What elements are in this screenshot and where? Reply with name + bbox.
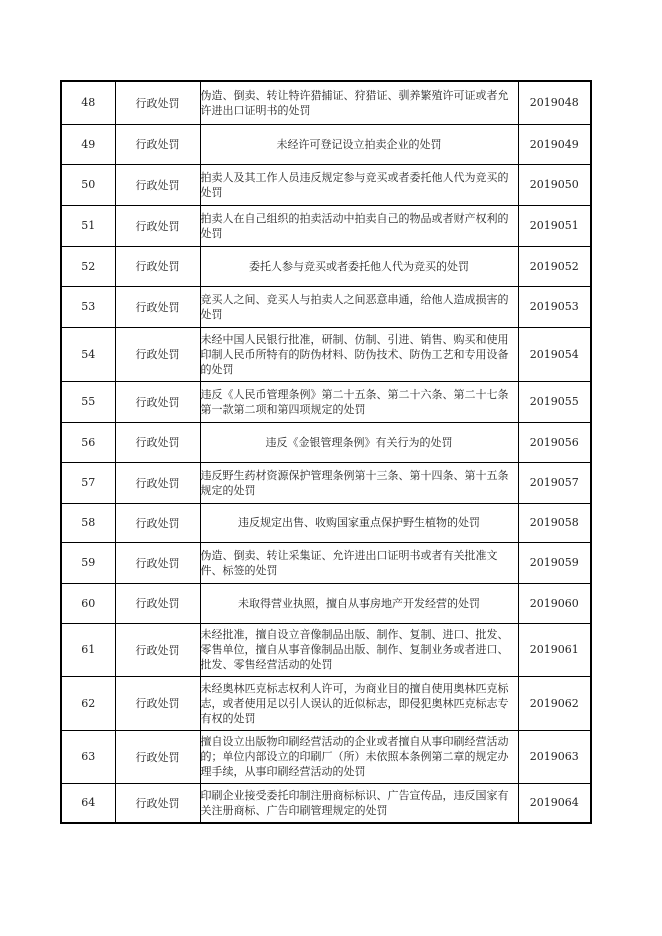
row-description: 未经奥林匹克标志权利人许可，为商业目的擅自使用奥林匹克标志，或者使用足以引人误认的近似标志，即侵犯奥林匹克标志专有权的处罚 bbox=[200, 676, 518, 730]
table-row bbox=[61, 422, 591, 462]
row-type: 行政处罚 bbox=[115, 246, 200, 286]
table-row bbox=[61, 730, 591, 783]
row-code: 2019056 bbox=[518, 422, 591, 462]
row-number: 50 bbox=[61, 164, 115, 205]
row-description: 违反《金银管理条例》有关行为的处罚 bbox=[200, 422, 518, 462]
row-description: 未经许可登记设立拍卖企业的处罚 bbox=[200, 124, 518, 164]
table-row bbox=[61, 327, 591, 381]
row-number: 58 bbox=[61, 503, 115, 542]
row-type: 行政处罚 bbox=[115, 124, 200, 164]
row-code: 2019059 bbox=[518, 542, 591, 583]
row-code: 2019060 bbox=[518, 583, 591, 623]
table-row bbox=[61, 246, 591, 286]
row-code: 2019049 bbox=[518, 124, 591, 164]
row-number: 61 bbox=[61, 623, 115, 676]
row-code: 2019061 bbox=[518, 623, 591, 676]
table-row bbox=[61, 124, 591, 164]
row-number: 59 bbox=[61, 542, 115, 583]
table-row bbox=[61, 286, 591, 327]
row-type: 行政处罚 bbox=[115, 676, 200, 730]
row-code: 2019051 bbox=[518, 205, 591, 246]
row-code: 2019052 bbox=[518, 246, 591, 286]
table-row bbox=[61, 462, 591, 503]
row-description: 委托人参与竞买或者委托他人代为竞买的处罚 bbox=[200, 246, 518, 286]
row-code: 2019063 bbox=[518, 730, 591, 783]
row-type: 行政处罚 bbox=[115, 81, 200, 124]
row-type: 行政处罚 bbox=[115, 583, 200, 623]
table-row bbox=[61, 542, 591, 583]
row-code: 2019062 bbox=[518, 676, 591, 730]
row-description: 伪造、倒卖、转让采集证、允许进出口证明书或者有关批准文件、标签的处罚 bbox=[200, 542, 518, 583]
table-body bbox=[61, 81, 591, 823]
row-type: 行政处罚 bbox=[115, 542, 200, 583]
row-type: 行政处罚 bbox=[115, 381, 200, 422]
row-description: 拍卖人及其工作人员违反规定参与竞买或者委托他人代为竞买的处罚 bbox=[200, 164, 518, 205]
table-row bbox=[61, 164, 591, 205]
row-description: 违反《人民币管理条例》第二十五条、第二十六条、第二十七条第一款第二项和第四项规定的处罚 bbox=[200, 381, 518, 422]
row-number: 57 bbox=[61, 462, 115, 503]
row-number: 62 bbox=[61, 676, 115, 730]
row-number: 48 bbox=[61, 81, 115, 124]
table-row bbox=[61, 583, 591, 623]
table-row bbox=[61, 81, 591, 124]
row-description: 竞买人之间、竞买人与拍卖人之间恶意串通，给他人造成损害的处罚 bbox=[200, 286, 518, 327]
row-description: 伪造、倒卖、转让特许猎捕证、狩猎证、驯养繁殖许可证或者允许进出口证明书的处罚 bbox=[200, 81, 518, 124]
table-row bbox=[61, 381, 591, 422]
row-number: 63 bbox=[61, 730, 115, 783]
row-description: 印刷企业接受委托印制注册商标标识、广告宣传品，违反国家有关注册商标、广告印刷管理规定的处罚 bbox=[200, 783, 518, 823]
row-description: 违反规定出售、收购国家重点保护野生植物的处罚 bbox=[200, 503, 518, 542]
row-number: 51 bbox=[61, 205, 115, 246]
row-description: 违反野生药材资源保护管理条例第十三条、第十四条、第十五条规定的处罚 bbox=[200, 462, 518, 503]
row-code: 2019055 bbox=[518, 381, 591, 422]
row-number: 49 bbox=[61, 124, 115, 164]
row-description: 未经中国人民银行批准，研制、仿制、引进、销售、购买和使用印制人民币所特有的防伪材料、防伪技术、防伪工艺和专用设备的处罚 bbox=[200, 327, 518, 381]
table-row bbox=[61, 783, 591, 823]
table-row bbox=[61, 205, 591, 246]
row-number: 56 bbox=[61, 422, 115, 462]
row-number: 60 bbox=[61, 583, 115, 623]
row-number: 64 bbox=[61, 783, 115, 823]
table-row bbox=[61, 623, 591, 676]
row-description: 擅自设立出版物印刷经营活动的企业或者擅自从事印刷经营活动的；单位内部设立的印刷厂（所）未依照本条例第二章的规定办理手续，从事印刷经营活动的处罚 bbox=[200, 730, 518, 783]
row-description: 未经批准，擅自设立音像制品出版、制作、复制、进口、批发、零售单位，擅自从事音像制品出版、制作、复制业务或者进口、批发、零售经营活动的处罚 bbox=[200, 623, 518, 676]
row-type: 行政处罚 bbox=[115, 503, 200, 542]
table-row bbox=[61, 676, 591, 730]
row-code: 2019054 bbox=[518, 327, 591, 381]
row-type: 行政处罚 bbox=[115, 730, 200, 783]
row-type: 行政处罚 bbox=[115, 783, 200, 823]
row-type: 行政处罚 bbox=[115, 286, 200, 327]
row-code: 2019064 bbox=[518, 783, 591, 823]
row-code: 2019057 bbox=[518, 462, 591, 503]
row-description: 未取得营业执照，擅自从事房地产开发经营的处罚 bbox=[200, 583, 518, 623]
row-code: 2019053 bbox=[518, 286, 591, 327]
row-type: 行政处罚 bbox=[115, 327, 200, 381]
row-code: 2019048 bbox=[518, 81, 591, 124]
row-type: 行政处罚 bbox=[115, 623, 200, 676]
row-number: 54 bbox=[61, 327, 115, 381]
row-type: 行政处罚 bbox=[115, 422, 200, 462]
row-code: 2019050 bbox=[518, 164, 591, 205]
row-number: 52 bbox=[61, 246, 115, 286]
row-description: 拍卖人在自己组织的拍卖活动中拍卖自己的物品或者财产权利的处罚 bbox=[200, 205, 518, 246]
row-type: 行政处罚 bbox=[115, 164, 200, 205]
row-type: 行政处罚 bbox=[115, 462, 200, 503]
row-code: 2019058 bbox=[518, 503, 591, 542]
table-row bbox=[61, 503, 591, 542]
row-number: 55 bbox=[61, 381, 115, 422]
penalty-table bbox=[60, 80, 592, 824]
row-number: 53 bbox=[61, 286, 115, 327]
row-type: 行政处罚 bbox=[115, 205, 200, 246]
